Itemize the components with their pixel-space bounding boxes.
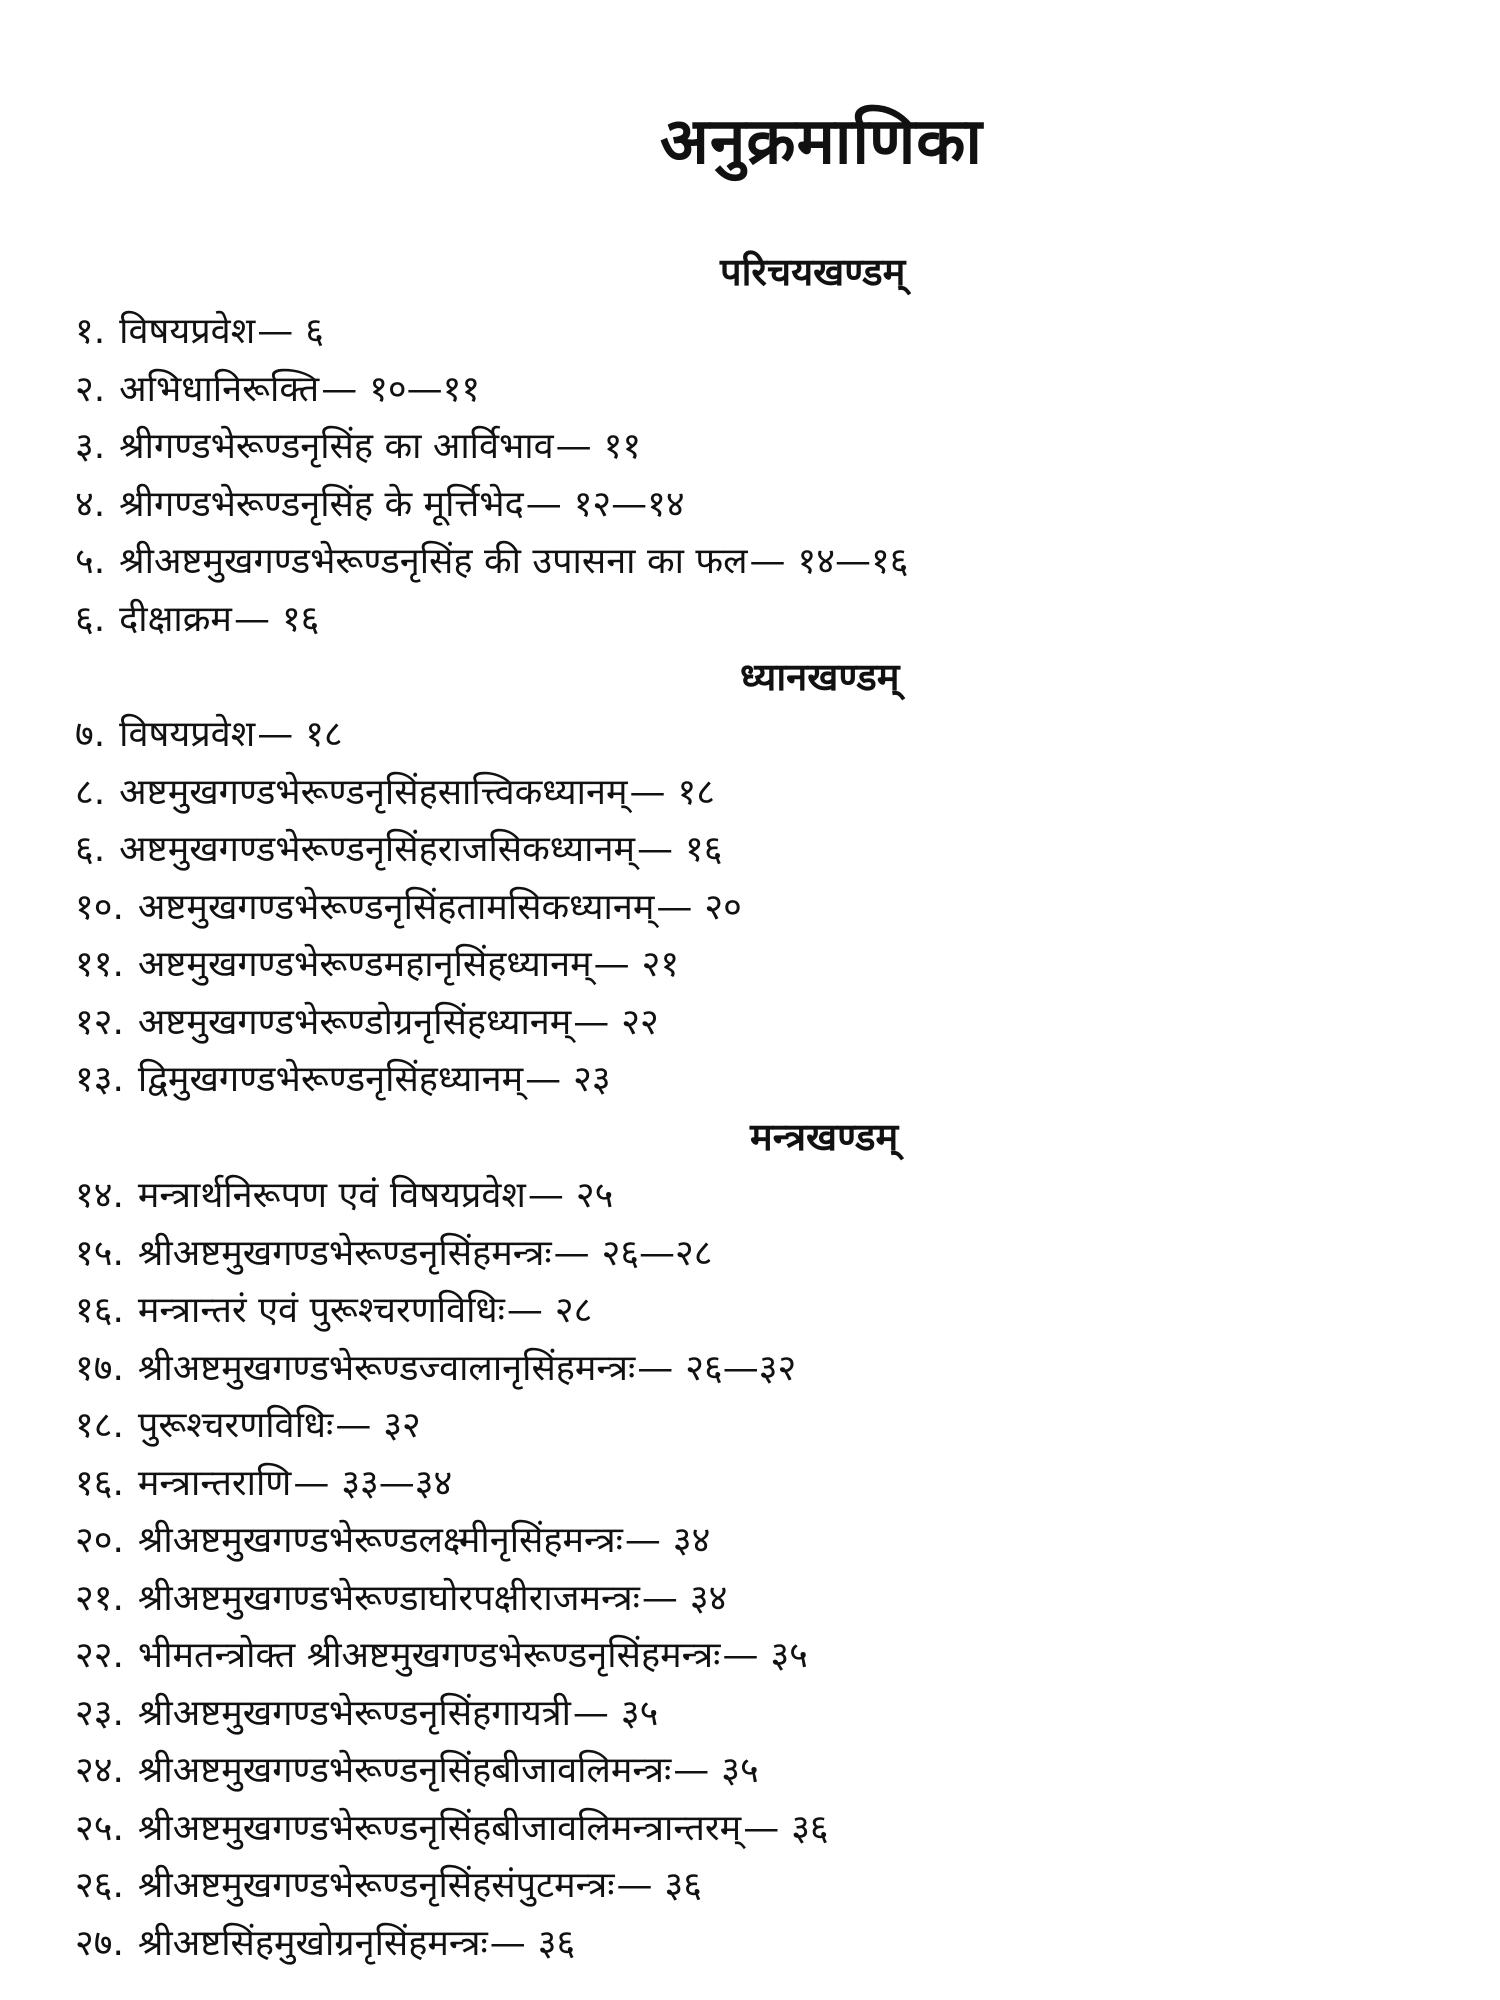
- entry-title: अष्टमुखगण्डभेरूण्डनृसिंहराजसिकध्यानम्: [119, 829, 636, 870]
- entry-title: श्रीअष्टमुखगण्डभेरूण्डनृसिंहसंपुटमन्त्रः: [137, 1865, 615, 1906]
- entry-dash: —: [641, 1577, 678, 1619]
- entry-dash: —: [656, 886, 693, 928]
- toc-entry: [75, 303, 908, 361]
- entry-dash: —: [525, 1059, 562, 1100]
- entry-number: १३.: [75, 1059, 124, 1100]
- entry-number: १०.: [75, 886, 124, 928]
- entry-pages: १२—१४: [573, 483, 685, 525]
- toc-entry: [75, 418, 908, 476]
- entry-title: श्रीअष्टमुखगण्डभेरूण्डनृसिंहमन्त्रः: [137, 1232, 552, 1274]
- entry-number: २०.: [75, 1520, 124, 1561]
- entry-title: मन्त्रार्थनिरूपण एवं विषयप्रवेश: [137, 1175, 526, 1216]
- entry-pages: ३५: [620, 1692, 659, 1734]
- toc-entry: [75, 706, 742, 764]
- toc-entry: [75, 1685, 829, 1743]
- toc-entry: [75, 476, 908, 534]
- entry-dash: —: [489, 1922, 526, 1964]
- section-entries-parichay: [75, 303, 908, 648]
- entry-title: अष्टमुखगण्डभेरूण्डनृसिंहसात्त्विकध्यानम्: [119, 771, 628, 813]
- toc-entry: [75, 1570, 829, 1628]
- entry-number: १.: [75, 311, 106, 352]
- entry-dash: —: [572, 1692, 609, 1734]
- entry-dash: —: [593, 944, 630, 985]
- section-entries-dhyan: [75, 706, 742, 1109]
- entry-title: श्रीअष्टमुखगण्डभेरूण्डनृसिंहबीजावलिमन्त्रान्तरम्: [137, 1807, 742, 1849]
- entry-pages: ३६: [537, 1922, 576, 1964]
- entry-dash: —: [573, 1001, 610, 1043]
- toc-entry: [75, 533, 908, 591]
- entry-title: अष्टमुखगण्डभेरूण्डोग्रनृसिंहध्यानम्: [137, 1001, 572, 1043]
- entry-pages: १८: [677, 771, 715, 813]
- entry-pages: २२: [621, 1001, 659, 1043]
- entry-pages: २०: [704, 886, 742, 928]
- entry-number: ८.: [75, 771, 106, 813]
- toc-entry: [75, 361, 908, 419]
- section-heading-dhyan: ध्यानखण्डम्: [740, 655, 900, 699]
- section-heading-mantra: मन्त्रखण्डम्: [750, 1115, 899, 1159]
- entry-dash: —: [749, 541, 786, 582]
- section-heading-parichay: परिचयखण्डम्: [720, 250, 906, 294]
- toc-entry: [75, 591, 908, 649]
- entry-title: अभिधानिरूक्ति: [119, 368, 320, 410]
- toc-entry: [75, 1455, 829, 1513]
- entry-title: विषयप्रवेश: [119, 311, 256, 352]
- toc-entry: [75, 1340, 829, 1398]
- entry-pages: २१: [641, 944, 680, 985]
- toc-entry: [75, 1857, 829, 1915]
- toc-entry: [75, 1167, 829, 1225]
- entry-dash: —: [527, 1175, 564, 1216]
- entry-number: ६.: [75, 598, 106, 640]
- toc-entry: [75, 1742, 829, 1800]
- entry-title: अष्टमुखगण्डभेरूण्डमहानृसिंहध्यानम्: [137, 944, 592, 985]
- entry-dash: —: [629, 771, 666, 813]
- entry-title: दीक्षाक्रम: [119, 598, 232, 640]
- entry-pages: १८: [305, 714, 343, 755]
- entry-title: श्रीअष्टमुखगण्डभेरूण्डनृसिंहबीजावलिमन्त्रः: [137, 1750, 672, 1791]
- entry-title: श्रीअष्टसिंहमुखोग्रनृसिंहमन्त्रः: [137, 1922, 488, 1964]
- entry-dash: —: [233, 598, 270, 640]
- entry-dash: —: [257, 714, 294, 755]
- page-title: अनुक्रमाणिका: [660, 105, 983, 179]
- entry-number: २१.: [75, 1577, 124, 1619]
- entry-title: श्रीगण्डभेरूण्डनृसिंह का आर्विभाव: [119, 426, 554, 467]
- entry-dash: —: [335, 1405, 372, 1446]
- entry-number: १६.: [75, 1290, 124, 1331]
- entry-dash: —: [257, 311, 294, 352]
- entry-pages: ३४: [689, 1577, 728, 1619]
- entry-pages: २३: [573, 1059, 611, 1100]
- entry-dash: —: [616, 1865, 653, 1906]
- entry-pages: २६—३२: [685, 1347, 797, 1389]
- entry-title: भीमतन्त्रोक्त श्रीअष्टमुखगण्डभेरूण्डनृसिंहमन्त्रः: [137, 1635, 721, 1676]
- entry-number: २५.: [75, 1807, 124, 1849]
- entry-pages: १४—१६: [797, 541, 909, 582]
- entry-dash: —: [293, 1462, 330, 1504]
- entry-pages: ३५: [770, 1635, 808, 1676]
- entry-pages: १६: [281, 598, 320, 640]
- entry-title: द्विमुखगण्डभेरूण्डनृसिंहध्यानम्: [137, 1059, 524, 1100]
- entry-number: १६.: [75, 1462, 124, 1504]
- entry-number: १७.: [75, 1347, 124, 1389]
- entry-pages: ३३—३४: [341, 1462, 453, 1504]
- entry-dash: —: [722, 1635, 759, 1676]
- entry-number: ३.: [75, 426, 106, 467]
- toc-entry: [75, 821, 742, 879]
- entry-dash: —: [624, 1520, 661, 1561]
- entry-number: १५.: [75, 1232, 124, 1274]
- entry-number: २.: [75, 368, 106, 410]
- entry-number: ११.: [75, 944, 124, 985]
- entry-number: १२.: [75, 1001, 124, 1043]
- entry-title: मन्त्रान्तरं एवं पुरूश्चरणविधिः: [137, 1290, 505, 1331]
- entry-pages: ३६: [791, 1807, 829, 1849]
- toc-entry: [75, 1512, 829, 1570]
- entry-pages: ६: [305, 311, 324, 352]
- entry-number: १४.: [75, 1175, 124, 1216]
- toc-entry: [75, 764, 742, 822]
- entry-dash: —: [743, 1807, 780, 1849]
- entry-dash: —: [506, 1290, 543, 1331]
- entry-number: २३.: [75, 1692, 124, 1734]
- entry-pages: ३२: [383, 1405, 421, 1446]
- entry-dash: —: [637, 1347, 674, 1389]
- entry-number: ७.: [75, 714, 106, 755]
- entry-title: पुरूश्चरणविधिः: [137, 1405, 334, 1446]
- entry-title: श्रीअष्टमुखगण्डभेरूण्डाघोरपक्षीराजमन्त्रः: [137, 1577, 640, 1619]
- entry-pages: ३६: [664, 1865, 702, 1906]
- toc-entry: [75, 1915, 829, 1973]
- entry-dash: —: [553, 1232, 590, 1274]
- entry-pages: २८: [554, 1290, 593, 1331]
- toc-entry: [75, 994, 742, 1052]
- entry-dash: —: [637, 829, 674, 870]
- entry-pages: ३४: [672, 1520, 711, 1561]
- entry-dash: —: [525, 483, 562, 525]
- entry-pages: २६—२८: [601, 1232, 713, 1274]
- entry-number: १८.: [75, 1405, 124, 1446]
- entry-title: श्रीअष्टमुखगण्डभेरूण्डनृसिंह की उपासना का फल: [119, 541, 748, 582]
- toc-entry: [75, 1051, 742, 1109]
- entry-title: विषयप्रवेश: [119, 714, 256, 755]
- toc-entry: [75, 1225, 829, 1283]
- entry-number: २६.: [75, 1865, 124, 1906]
- entry-title: मन्त्रान्तराणि: [137, 1462, 292, 1504]
- toc-entry: [75, 1800, 829, 1858]
- entry-number: ४.: [75, 483, 106, 525]
- toc-entry: [75, 1282, 829, 1340]
- toc-entry: [75, 936, 742, 994]
- section-entries-mantra: [75, 1167, 829, 1972]
- entry-number: ५.: [75, 541, 106, 582]
- entry-number: २७.: [75, 1922, 124, 1964]
- entry-pages: १६: [685, 829, 723, 870]
- entry-dash: —: [555, 426, 592, 467]
- entry-number: ६.: [75, 829, 106, 870]
- entry-title: श्रीगण्डभेरूण्डनृसिंह के मूर्त्तिभेद: [119, 483, 524, 525]
- toc-entry: [75, 879, 742, 937]
- entry-pages: १०—११: [369, 368, 481, 410]
- entry-pages: २५: [575, 1175, 614, 1216]
- entry-title: श्रीअष्टमुखगण्डभेरूण्डलक्ष्मीनृसिंहमन्त्रः: [137, 1520, 623, 1561]
- entry-dash: —: [673, 1750, 710, 1791]
- entry-pages: ३५: [721, 1750, 759, 1791]
- entry-number: २२.: [75, 1635, 124, 1676]
- entry-title: अष्टमुखगण्डभेरूण्डनृसिंहतामसिकध्यानम्: [137, 886, 655, 928]
- entry-pages: ११: [603, 426, 642, 467]
- entry-title: श्रीअष्टमुखगण्डभेरूण्डज्वालानृसिंहमन्त्रः: [137, 1347, 636, 1389]
- toc-entry: [75, 1397, 829, 1455]
- entry-dash: —: [321, 368, 358, 410]
- entry-number: २४.: [75, 1750, 124, 1791]
- entry-title: श्रीअष्टमुखगण्डभेरूण्डनृसिंहगायत्री: [137, 1692, 571, 1734]
- toc-entry: [75, 1627, 829, 1685]
